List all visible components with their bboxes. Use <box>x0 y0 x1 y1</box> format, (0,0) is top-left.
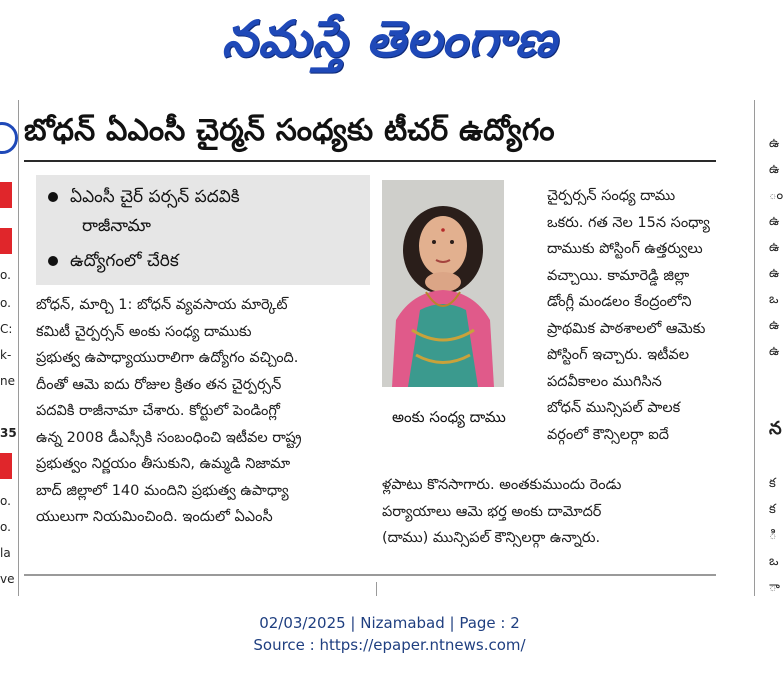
column-divider <box>376 582 377 596</box>
strip-text: C: <box>0 322 13 336</box>
body-line: బోధన్ మున్సిపల్ పాలక <box>547 400 681 416</box>
strip-text: ి <box>769 528 777 543</box>
highlight-text: ఉద్యోగంలో చేరిక <box>70 251 179 271</box>
body-line: ఉన్న 2008 డీఎస్సీకి సంబంధించి ఇటీవల రాష్ట్ర <box>36 429 302 446</box>
strip-text: ఉ <box>769 162 780 177</box>
bullet-icon <box>48 192 58 202</box>
strip-text: ఉ <box>769 240 780 255</box>
body-line: వర్గంలో కౌన్సిలర్గా ఐదే <box>547 426 670 443</box>
body-line: వచ్చాయి. కామారెడ్డి జిల్లా <box>547 267 690 284</box>
strip-text: ం <box>769 188 783 203</box>
strip-text: k- <box>0 348 12 362</box>
body-line: చైర్పర్సన్ సంధ్య దాము <box>547 188 676 204</box>
body-line: పోస్టింగ్ ఇచ్చారు. ఇటీవల <box>547 347 689 363</box>
body-line: ప్రభుత్వ ఉపాధ్యాయురాలిగా ఉద్యోగం వచ్చింది. <box>36 350 299 366</box>
body-line: ఒకరు. గత నెల 15న సంధ్యా <box>547 214 710 231</box>
highlight-item <box>48 247 179 276</box>
body-line: డోంగ్లీ మండలం కేంద్రంలోని <box>547 294 692 310</box>
body-line: యులుగా నియమించింది. ఇందులో ఏఎంసీ <box>36 509 273 525</box>
strip-text: క <box>769 476 776 491</box>
strip-text: ఒ <box>769 554 779 569</box>
headline-rule <box>24 160 716 162</box>
red-marker-icon <box>0 228 12 254</box>
strip-text: ఉ <box>769 266 780 281</box>
highlight-text: రాజీనామా <box>82 216 151 236</box>
strip-text: ఉ <box>769 344 780 359</box>
red-marker-icon <box>0 182 12 208</box>
body-line: పదవీకాలం ముగిసిన <box>547 373 662 390</box>
strip-text: ne <box>0 374 15 388</box>
source-link[interactable]: Source : https://epaper.ntnews.com/ <box>253 636 526 654</box>
strip-text: న <box>769 418 782 439</box>
highlights-box <box>36 175 370 285</box>
photo-caption: అంకు సంధ్య దాము <box>392 408 506 426</box>
section-rule <box>24 574 716 576</box>
body-line: దాముకు పోస్టింగ్ ఉత్తర్వులు <box>547 241 703 257</box>
strip-text: ఒ <box>769 292 779 307</box>
strip-text: ve <box>0 572 15 586</box>
newspaper-title: నమస్తే తెలంగాణ <box>221 10 558 68</box>
body-line: పర్యాయాలు ఆమె భర్త అంకు దామోదర్ <box>382 503 602 520</box>
body-line: బాద్ జిల్లాలో 140 మందిని ప్రభుత్వ ఉపాధ్యా <box>36 482 289 499</box>
edition-info: 02/03/2025 | Nizamabad | Page : 2 <box>259 614 520 632</box>
strip-text: la <box>0 546 11 560</box>
body-line: ప్రభుత్వం నిర్ణయం తీసుకుని, ఉమ్మడి నిజామా <box>36 456 291 472</box>
article-body-bottom <box>382 472 720 552</box>
body-line: కమిటీ చైర్పర్సన్ అంకు సంధ్య దాముకు <box>36 323 252 340</box>
red-marker-icon <box>0 453 12 479</box>
strip-text: o. <box>0 296 11 310</box>
bullet-icon <box>48 256 58 266</box>
column-divider <box>18 100 19 596</box>
body-line: (దాము) మున్సిపల్ కౌన్సిలర్గా ఉన్నారు. <box>382 530 601 546</box>
strip-text: ా <box>769 580 780 595</box>
strip-text: o. <box>0 494 11 508</box>
body-line: బోధన్, మార్చి 1: బోధన్ వ్యవసాయ మార్కెట్ <box>36 297 288 313</box>
portrait-illustration <box>382 180 504 387</box>
body-line: ప్రాథమిక పాఠశాలలో ఆమెకు <box>547 320 706 337</box>
strip-text: ఉ <box>769 136 780 151</box>
article-headline: బోధన్ ఏఎంసీ చైర్మన్ సంధ్యకు టీచర్ ఉద్యోగం <box>24 113 555 148</box>
logo-circle-icon <box>0 122 18 154</box>
body-line: ళ్లపాటు కొనసాగారు. అంతకుముందు రెండు <box>382 477 622 493</box>
page-footer <box>0 612 779 656</box>
highlight-text: ఏఎంసీ చైర్ పర్సన్ పదవికి <box>70 187 240 207</box>
body-line: దీంతో ఆమె ఐదు రోజుల క్రితం తన చైర్పర్సన్ <box>36 376 282 393</box>
strip-text: 35 <box>0 426 17 440</box>
article-body-right <box>547 183 719 448</box>
masthead <box>0 0 779 78</box>
portrait-photo <box>382 180 504 387</box>
newspaper-clipping <box>0 100 783 596</box>
strip-text: o. <box>0 520 11 534</box>
body-line: పదవికి రాజీనామా చేశారు. కోర్టులో పెండింగ్లో <box>36 403 280 419</box>
strip-text: క <box>769 502 776 517</box>
strip-text: ఉ <box>769 214 780 229</box>
column-divider <box>754 100 755 596</box>
highlight-item <box>48 183 240 241</box>
strip-text: o. <box>0 268 11 282</box>
article-body-left <box>36 292 370 531</box>
strip-text: ఉ <box>769 318 780 333</box>
left-adjacent-column <box>0 100 18 596</box>
